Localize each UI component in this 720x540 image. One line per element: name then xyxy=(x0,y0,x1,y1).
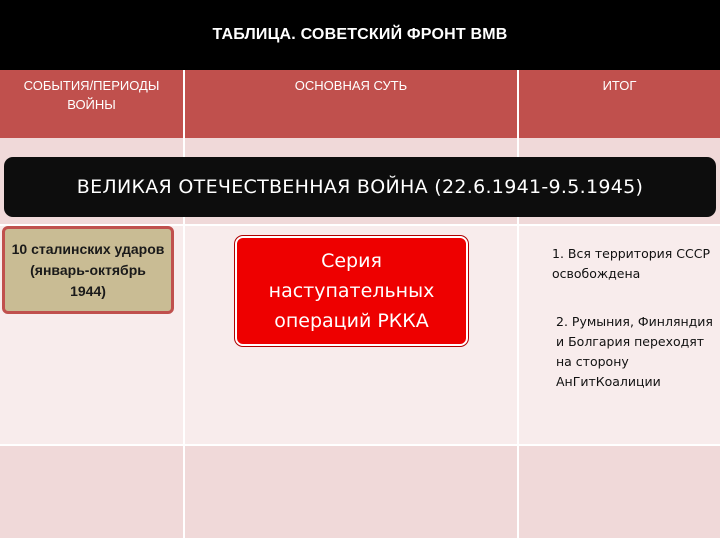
war-banner-text: ВЕЛИКАЯ ОТЕЧЕСТВЕННАЯ ВОЙНА (22.6.1941-9.5.1945) xyxy=(76,176,644,198)
table-cell xyxy=(185,446,519,540)
header-events xyxy=(0,70,185,138)
table-cell xyxy=(0,446,185,540)
result-item xyxy=(556,312,716,392)
slide-title xyxy=(0,0,720,70)
event-text: 10 сталинских ударов (январь-октябрь 1944) xyxy=(11,240,165,299)
essence-box xyxy=(235,236,468,346)
result-text: 2. Румыния, Финляндия и Болгария переходят на сторону АнГитКоалиции xyxy=(556,314,713,389)
header-essence-label: ОСНОВНАЯ СУТЬ xyxy=(294,78,408,93)
result-text: 1. Вся территория СССР освобождена xyxy=(552,246,711,281)
header-result-label: ИТОГ xyxy=(602,78,637,93)
essence-text: Серия наступательных операций РККА xyxy=(268,250,435,332)
result-item xyxy=(552,244,712,284)
event-box xyxy=(2,226,174,314)
table-cell xyxy=(519,446,720,540)
slide-title-text: ТАБЛИЦА. СОВЕТСКИЙ ФРОНТ ВМВ xyxy=(212,26,508,43)
header-result xyxy=(519,70,720,138)
header-essence xyxy=(185,70,519,138)
war-banner xyxy=(4,157,716,217)
header-events-label: СОБЫТИЯ/ПЕРИОДЫ ВОЙНЫ xyxy=(23,78,160,112)
